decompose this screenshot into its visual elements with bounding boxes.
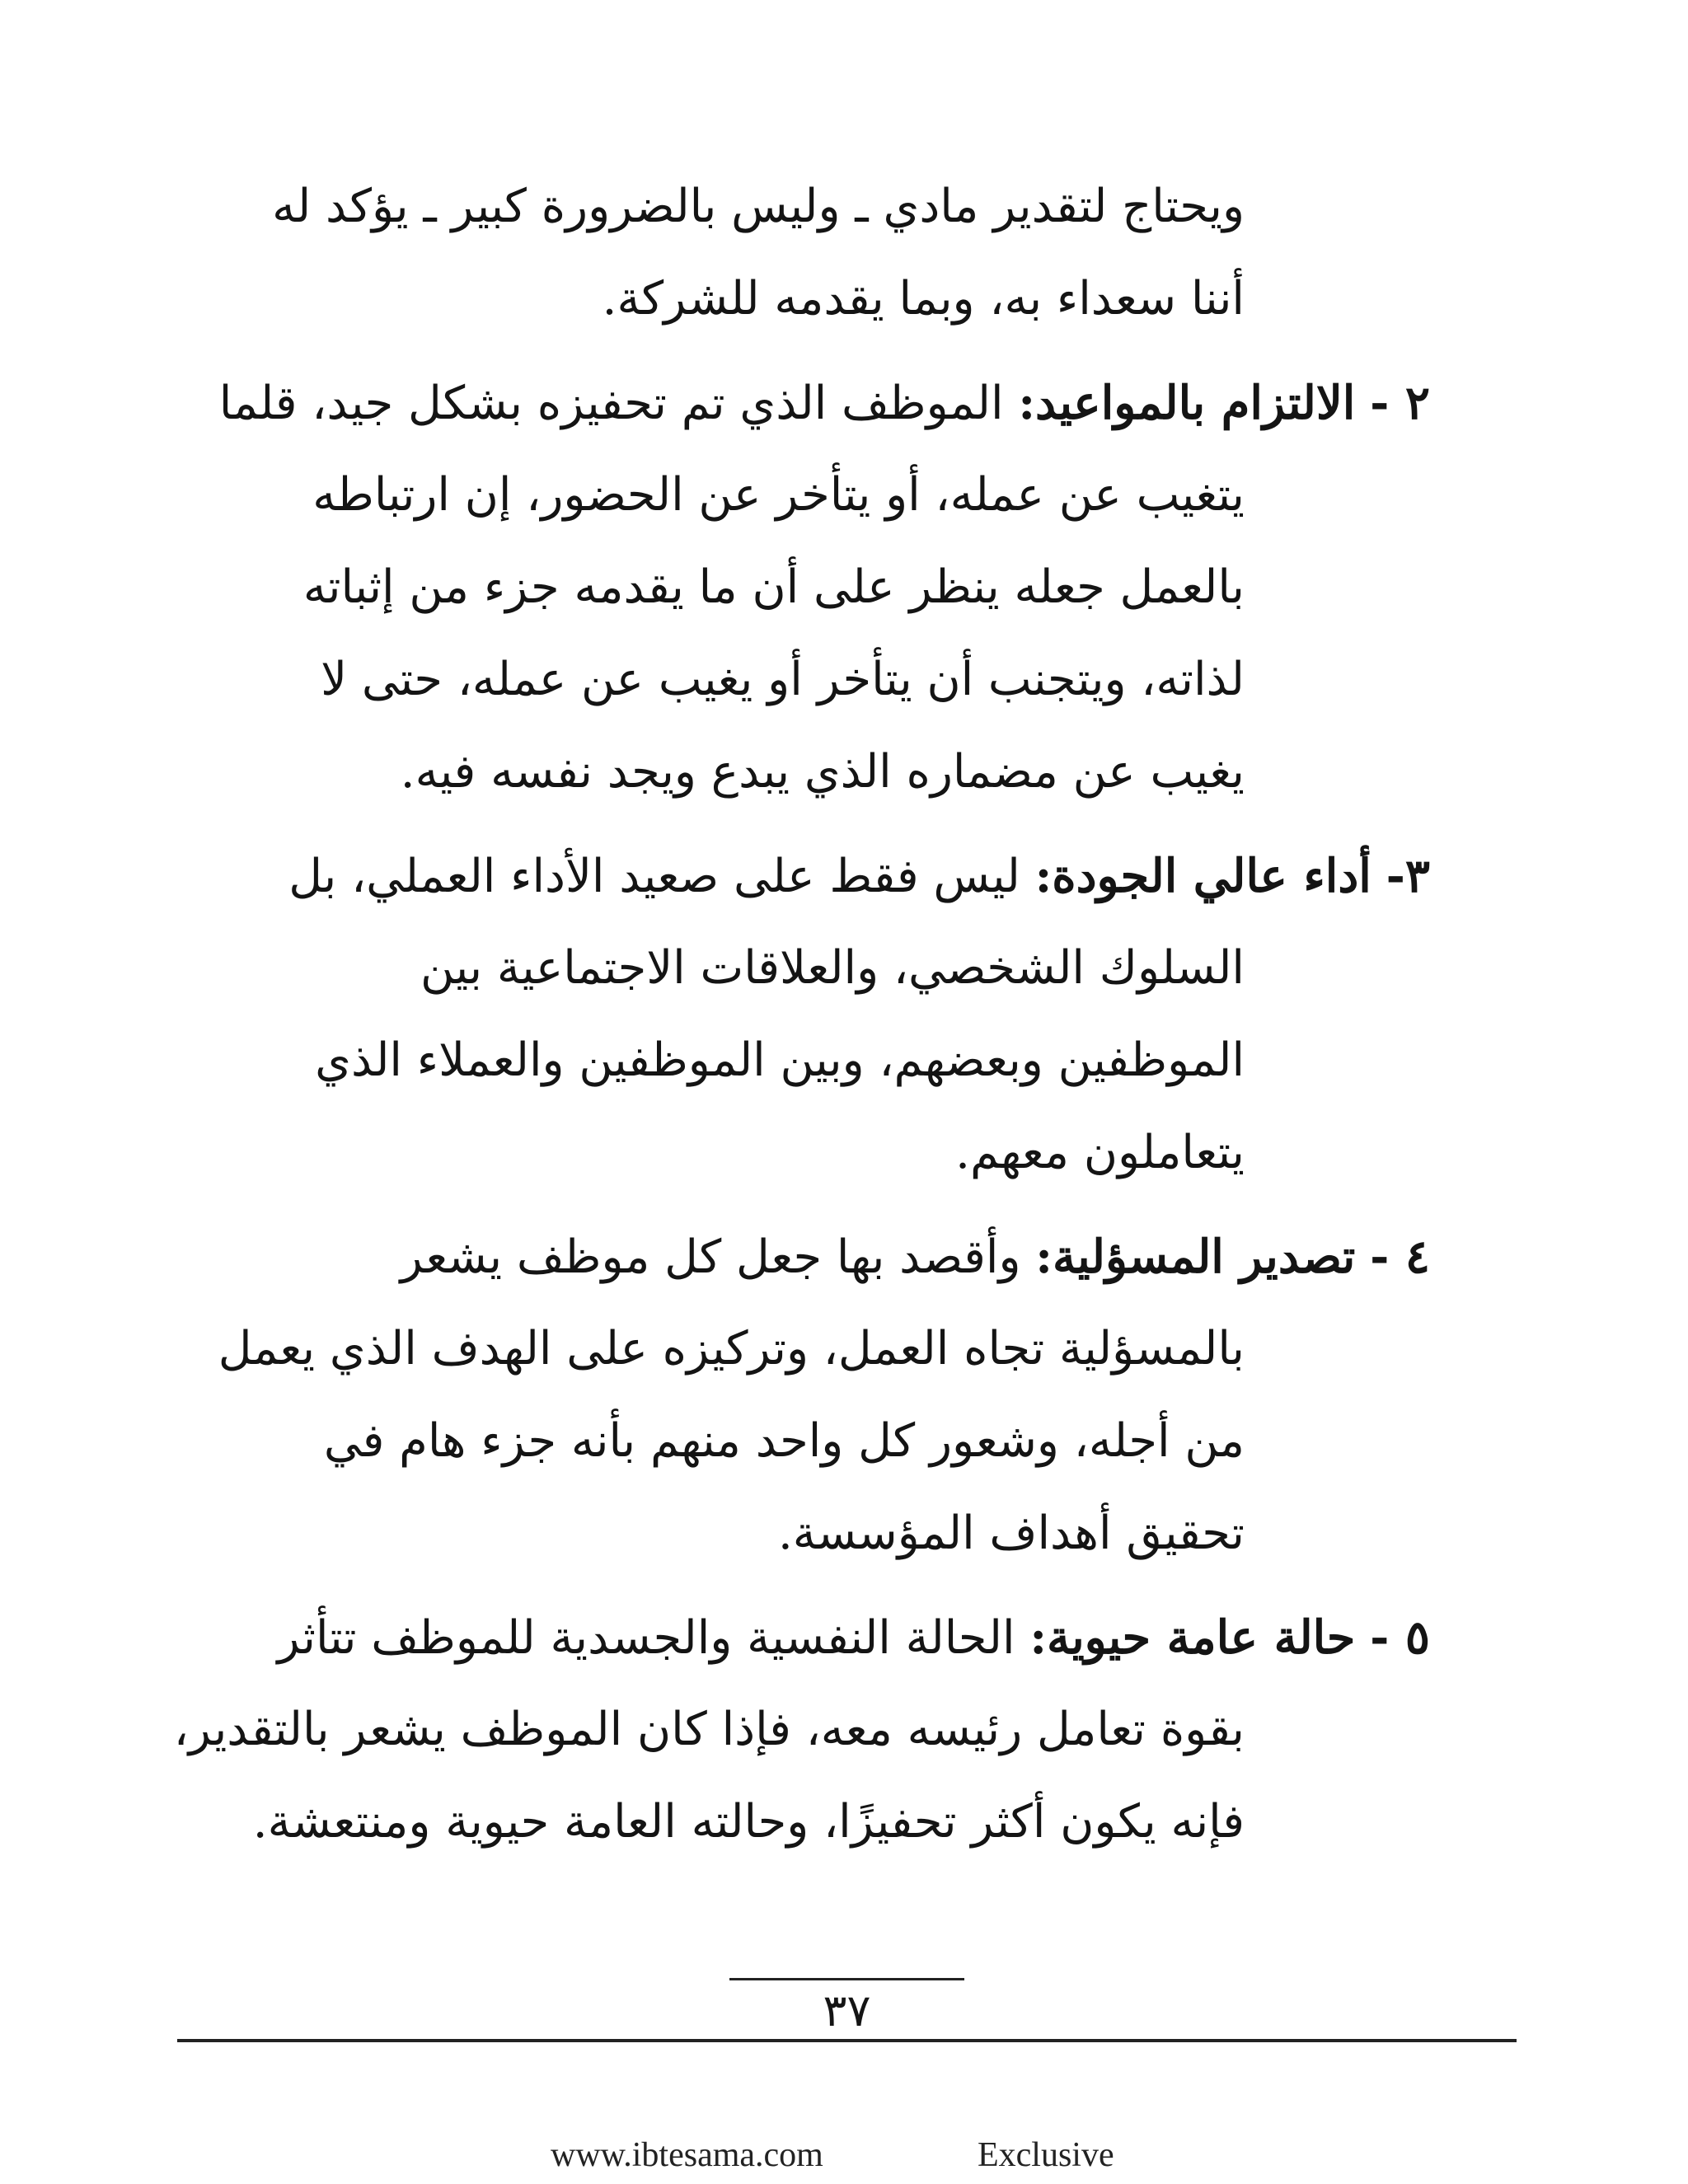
list-item-heading-line: [177, 1211, 1430, 1303]
text-line: بالعمل جعله ينظر على أن ما يقدمه جزء من إثباته: [302, 560, 1245, 614]
text-line: السلوك الشخصي، والعلاقات الاجتماعية بين: [420, 941, 1245, 995]
list-item-first-line: ليس فقط على صعيد الأداء العملي، بل: [288, 850, 1020, 903]
list-item-heading-line: [177, 357, 1430, 449]
list-item-first-line: الموظف الذي تم تحفيزه بشكل جيد، قلما: [218, 377, 1004, 430]
list-item-first-line: الحالة النفسية والجسدية للموظف تتأثر: [277, 1611, 1015, 1665]
text-line: تحقيق أهداف المؤسسة.: [778, 1507, 1245, 1560]
text-line: يتغيب عن عمله، أو يتأخر عن الحضور، إن ارتباطه: [312, 468, 1245, 522]
list-item-first-line: وأقصد بها جعل كل موظف يشعر: [400, 1230, 1021, 1284]
text-line: يغيب عن مضماره الذي يبدع ويجد نفسه فيه.: [400, 745, 1245, 799]
list-item-2: [177, 357, 1430, 818]
body-text: [173, 161, 1430, 1880]
list-item-term: أداء عالي الجودة:: [1034, 849, 1372, 903]
text-line: بقوة تعامل رئيسه معه، فإذا كان الموظف يشعر بالتقدير،: [173, 1703, 1245, 1756]
text-line: فإنه يكون أكثر تحفيزًا، وحالته العامة حيوية ومنتعشة.: [252, 1795, 1245, 1849]
text-line: يتعاملون معهم.: [955, 1126, 1245, 1179]
list-item-number: ٥ -: [1370, 1610, 1430, 1665]
text-line: أننا سعداء به، وبما يقدمه للشركة.: [602, 272, 1245, 326]
list-item-3: [177, 830, 1430, 1199]
text-line: من أجله، وشعور كل واحد منهم بأنه جزء هام في: [323, 1414, 1245, 1468]
list-item-heading-line: [177, 830, 1430, 922]
footer-url: www.ibtesama.com: [551, 2136, 823, 2174]
list-item-number: ٣-: [1386, 849, 1430, 903]
text-line: بالمسؤلية تجاه العمل، وتركيزه على الهدف الذي يعمل: [218, 1322, 1245, 1376]
list-item-heading-line: [177, 1591, 1430, 1684]
list-item-term: حالة عامة حيوية:: [1029, 1610, 1356, 1665]
text-line: ويحتاج لتقدير مادي ـ وليس بالضرورة كبير ـ يؤكد له: [272, 180, 1245, 233]
list-item-number: ٢ -: [1370, 376, 1430, 430]
intro-paragraph: [177, 161, 1430, 345]
footer-divider: [177, 2039, 1517, 2042]
text-line: لذاته، ويتجنب أن يتأخر أو يغيب عن عمله، حتى لا: [321, 653, 1245, 706]
list-item-term: تصدير المسؤلية:: [1035, 1230, 1356, 1284]
page-number: ٣٧: [823, 1985, 871, 2036]
list-item-term: الالتزام بالمواعيد:: [1018, 376, 1356, 430]
list-item-4: [177, 1211, 1430, 1580]
text-line: الموظفين وبعضهم، وبين الموظفين والعملاء الذي: [315, 1033, 1245, 1087]
list-item-number: ٤ -: [1370, 1230, 1430, 1284]
list-item-5: [173, 1591, 1430, 1868]
page-number-rule: [729, 1978, 964, 1980]
footer-label: Exclusive: [978, 2136, 1114, 2174]
